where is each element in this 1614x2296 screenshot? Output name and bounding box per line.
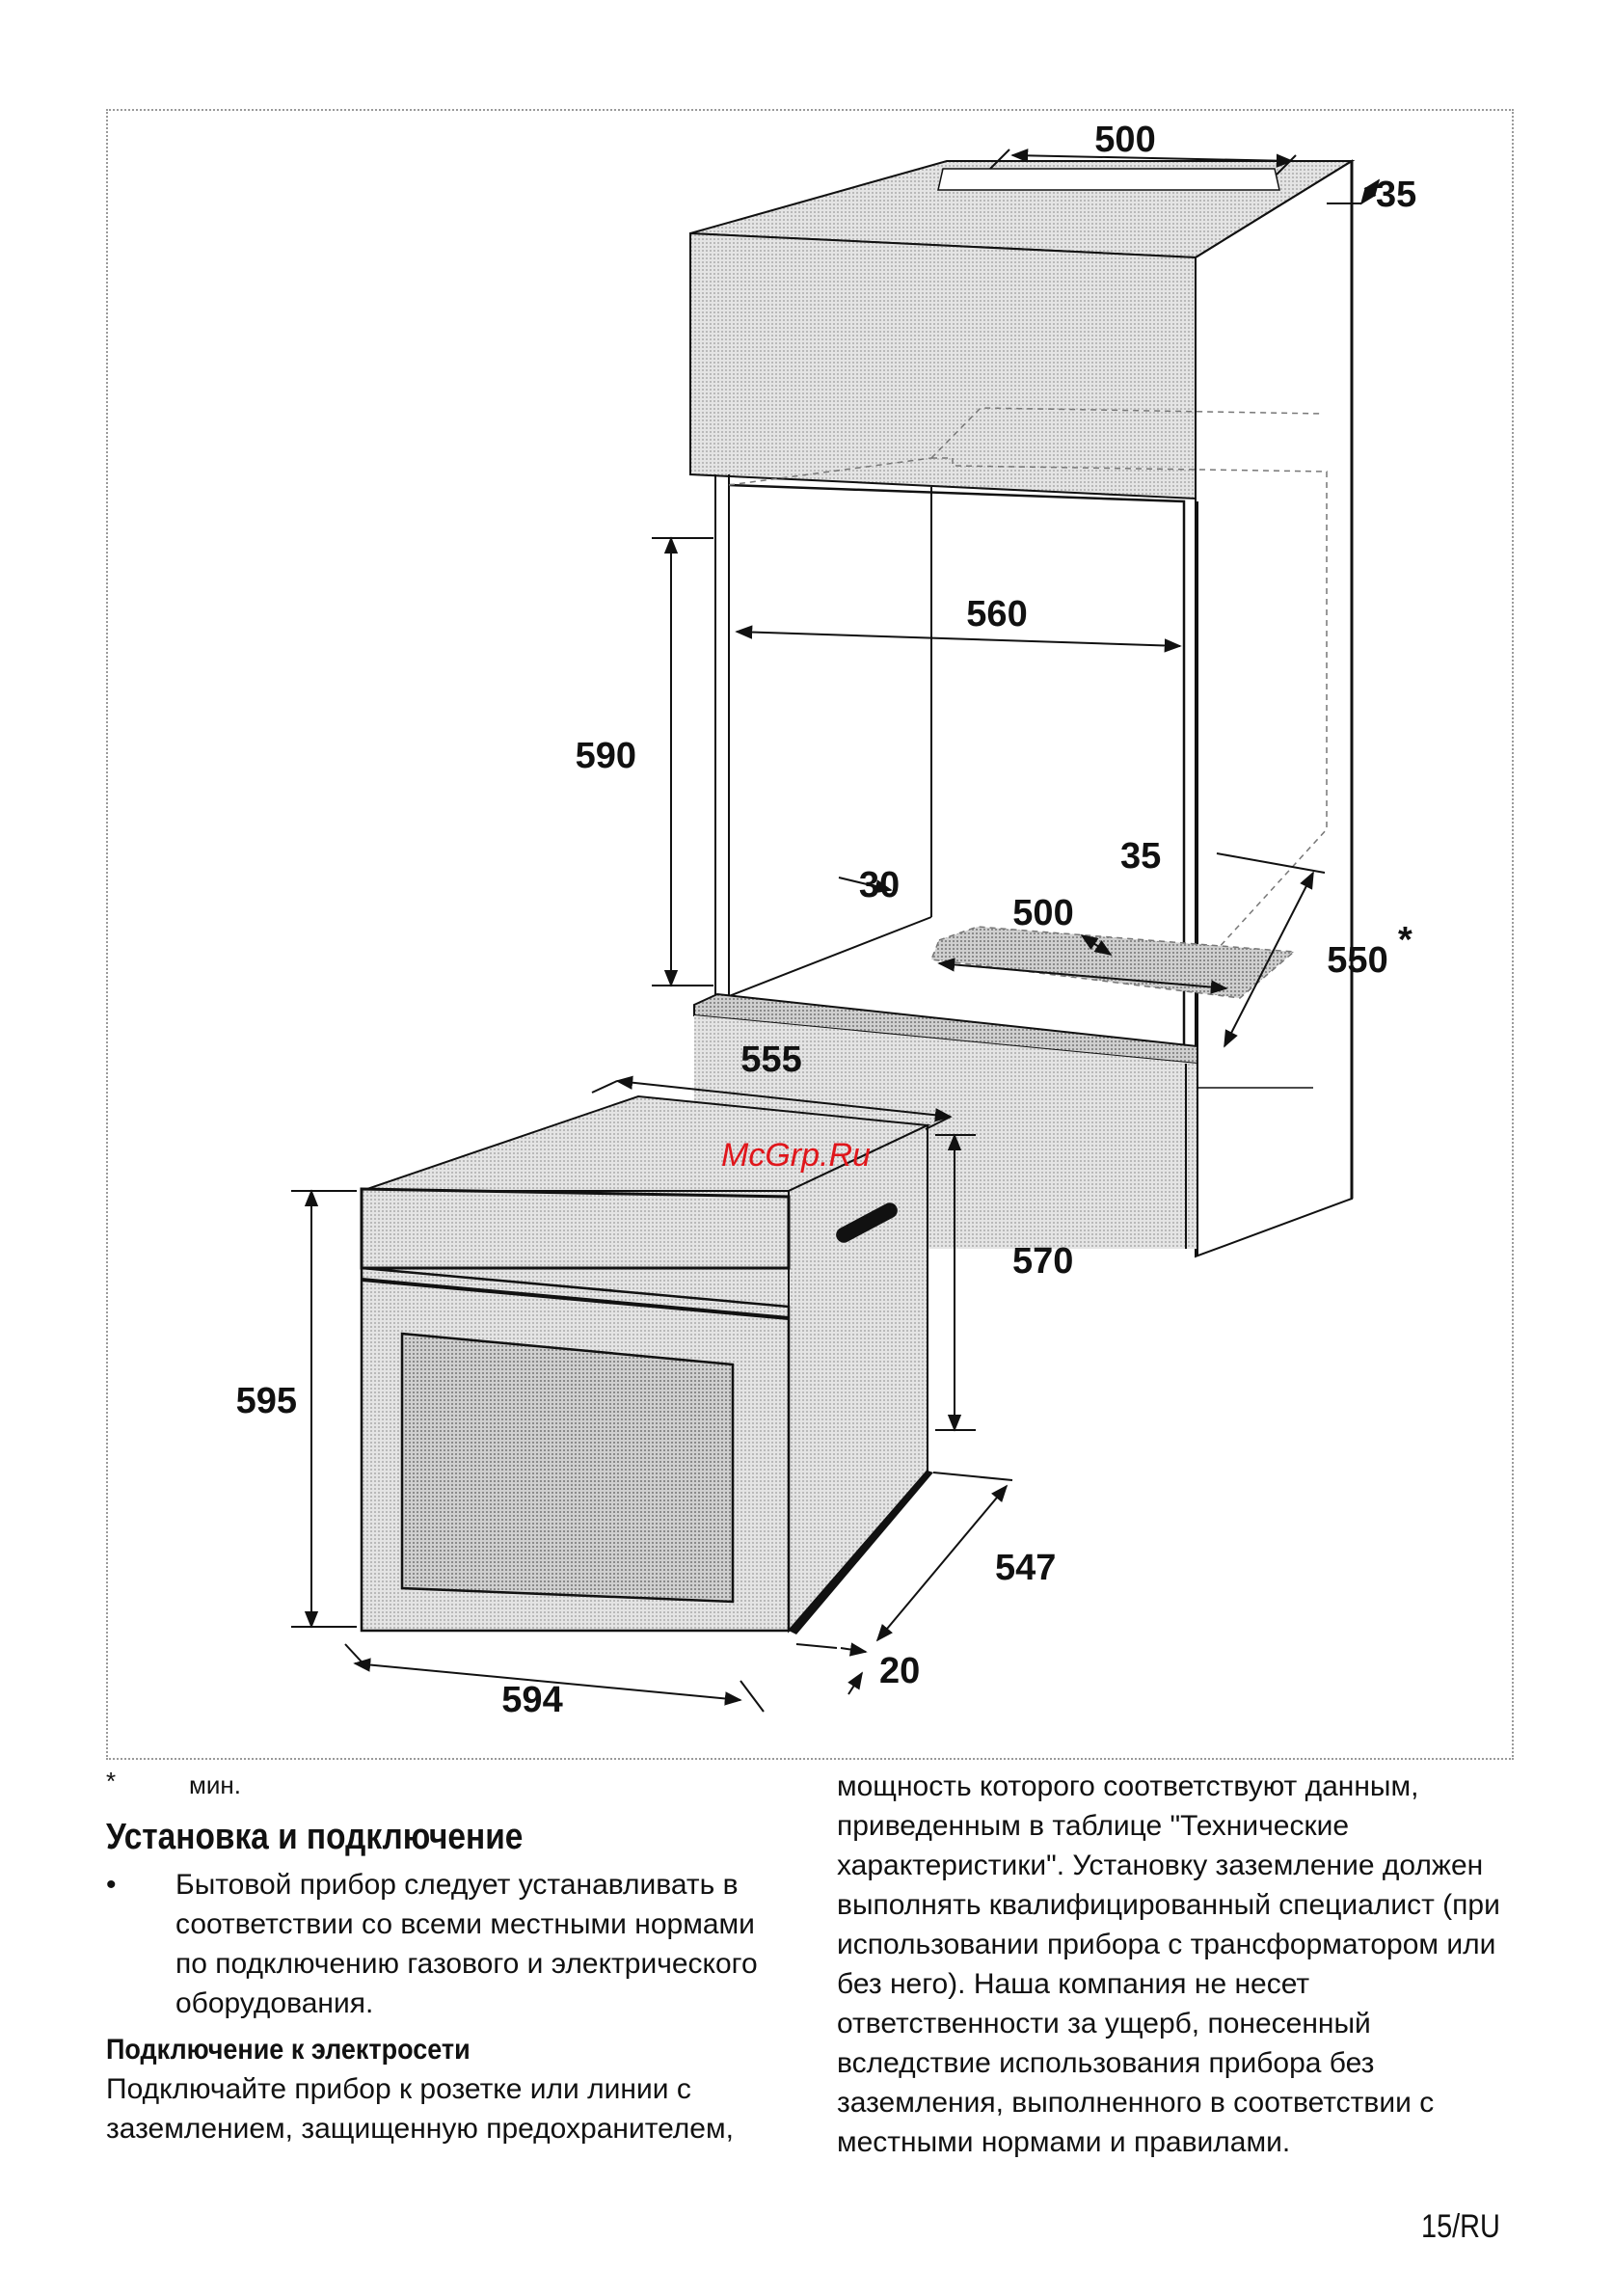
dim-bottom-offset-front: 30 — [858, 865, 901, 905]
section-paragraph: Подключайте прибор к розетке или линии с заземлением, защищенную предохранителем, — [106, 2073, 734, 2145]
bullet-text: Бытовой прибор следует устанавливать в соответствии со всеми местными нормами по подключению газового и электрического оборудования. — [175, 1869, 758, 2019]
dim-oven-depth-top: 555 — [740, 1040, 802, 1080]
dim-niche-depth: 550 — [1327, 940, 1388, 981]
installation-diagram-svg — [108, 111, 1516, 1762]
page-number: 15/RU — [1421, 2208, 1500, 2245]
watermark: McGrp.Ru — [721, 1137, 871, 1174]
footnote-marker: * — [106, 1767, 117, 1796]
dim-niche-width: 560 — [966, 594, 1028, 635]
footnote-text: мин. — [189, 1770, 241, 1799]
dim-top-width: 500 — [1094, 120, 1156, 160]
dim-niche-depth-mark: * — [1398, 920, 1412, 960]
dim-bottom-offset-back: 35 — [1120, 836, 1162, 877]
section-subtitle: Подключение к электросети — [106, 2034, 471, 2066]
left-column — [106, 1813, 781, 2148]
dim-oven-height-body: 570 — [1012, 1241, 1074, 1282]
dim-niche-height: 590 — [575, 736, 636, 776]
section-title: Установка и подключение — [106, 1817, 524, 1857]
oven — [362, 1096, 933, 1634]
right-column — [837, 1767, 1531, 2162]
dim-oven-height-front: 595 — [235, 1381, 297, 1421]
dim-oven-depth-side: 547 — [995, 1548, 1057, 1588]
dim-oven-width: 594 — [501, 1680, 563, 1720]
continuation-paragraph: мощность которого соответствуют данным, приведенным в таблице "Технические характеристики". Установку заземление должен выполнять квалифицированный специалист (при использовании прибора с трансформатором или без него). Наша компания не несет ответственности за ущерб, понесенный вследствие использования прибора без заземления, выполненного в соответствии с местными нормами и правилами. — [837, 1770, 1500, 2158]
installation-diagram — [106, 109, 1514, 1760]
dim-bottom-width: 500 — [1012, 893, 1074, 933]
dim-top-offset: 35 — [1376, 175, 1417, 215]
bullet-marker: • — [106, 1869, 117, 1901]
dim-oven-front-thickness: 20 — [879, 1651, 921, 1691]
bullet-item — [106, 1865, 781, 2023]
